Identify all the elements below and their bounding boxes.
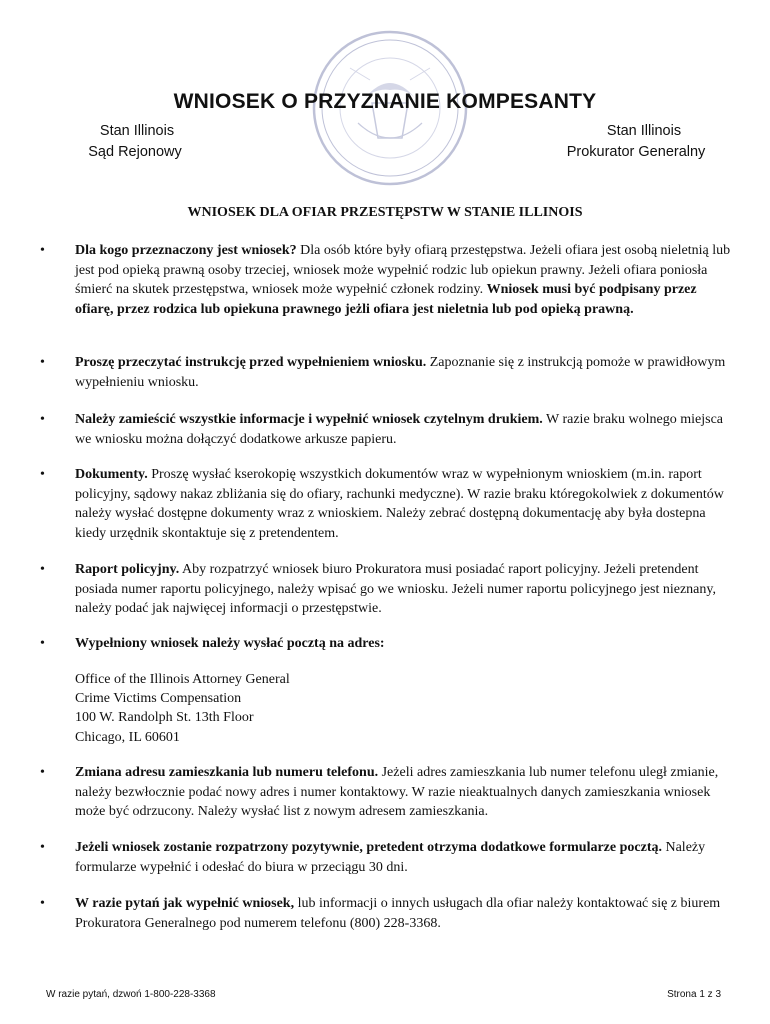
item-lead: Wypełniony wniosek należy wysłać pocztą na adres: (75, 636, 385, 651)
bullet-icon: • (40, 562, 45, 577)
bullet-icon: • (40, 412, 45, 427)
item-lead: Zmiana adresu zamieszkania lub numeru telefonu. (75, 765, 379, 780)
list-item (75, 241, 735, 319)
header-left-line2: Sąd Rejonowy (88, 144, 182, 160)
list-item (75, 894, 735, 933)
list-item (75, 560, 735, 619)
list-item (75, 410, 735, 449)
bullet-icon: • (40, 896, 45, 911)
list-item (75, 838, 735, 877)
list-item (75, 634, 735, 654)
item-lead: W razie pytań jak wypełnić wniosek, (75, 896, 295, 911)
item-trailing-bold: Wniosek musi być podpisany przez ofiarę, przez rodzica lub opiekuna prawnego jeżli ofiara jest nieletnia lub pod opieką prawną. (75, 282, 697, 317)
address-line: 100 W. Randolph St. 13th Floor (75, 710, 254, 726)
address-line: Crime Victims Compensation (75, 691, 242, 707)
item-lead: Dokumenty. (75, 467, 148, 482)
footer-phone: W razie pytań, dzwoń 1-800-228-3368 (46, 989, 216, 1000)
item-lead: Należy zamieścić wszystkie informacje i wypełnić wniosek czytelnym drukiem. (75, 412, 543, 427)
page-number: Strona 1 z 3 (667, 989, 721, 1000)
address-line: Office of the Illinois Attorney General (75, 672, 290, 687)
bullet-icon: • (40, 840, 45, 855)
list-item (75, 465, 735, 543)
document-subtitle: WNIOSEK DLA OFIAR PRZESTĘPSTW W STANIE ILLINOIS (187, 205, 583, 220)
bullet-icon: • (40, 636, 45, 651)
bullet-icon: • (40, 467, 45, 482)
item-text: Aby rozpatrzyć wniosek biuro Prokuratora musi posiadać raport policyjny. Jeżeli pretendent posiada numer raportu policyjnego, należy wpisać go we wniosku. Jeżeli numer raportu policyjnego jest nieznany, należy podać jak najwięcej informacji o przestępstwie. (75, 562, 716, 617)
bullet-icon: • (40, 355, 45, 370)
item-lead: Proszę przeczytać instrukcję przed wypełnieniem wniosku. (75, 355, 427, 370)
item-text: Należy formularze wypełnić i odesłać do biura w przeciągu 30 dni. (75, 840, 706, 875)
header-left (80, 121, 190, 163)
header-left-line1: Stan Illinois (99, 123, 175, 139)
list-item (75, 763, 735, 822)
item-text: Jeżeli adres zamieszkania lub numer telefonu uległ zmianie, należy bezwłocznie podać nowy adres i numer kontaktowy. W razie nieaktualnych danych zamieszkania wniosek może być odrzucony. Należy wysłać list z nowym adresem zamieszkania. (75, 765, 719, 820)
header-right-line1: Stan Illinois (606, 123, 682, 139)
list-item (75, 353, 735, 392)
address-line: Chicago, IL 60601 (75, 729, 180, 745)
document-title: WNIOSEK O PRZYZNANIE KOMPESANTY (173, 90, 597, 113)
bullet-icon: • (40, 765, 45, 780)
bullet-icon: • (40, 243, 45, 258)
item-text: Dla osób które były ofiarą przestępstwa. Jeżeli ofiara jest osobą nieletnią lub jest pod opieką prawną osoby trzeciej, wniosek może wypełnić rodzic lub opiekun prawny. Jeżeli ofiara poniosła śmierć na skutek przestępstwa, wniosek może wypełnić członek rodziny. (75, 243, 731, 298)
mailing-address (75, 670, 475, 747)
item-lead: Dla kogo przeznaczony jest wniosek? (75, 243, 297, 258)
item-text: lub informacji o innych usługach dla ofiar należy kontaktować się z biurem Prokuratora Generalnego pod numerem telefonu (800) 228-3368. (75, 896, 721, 931)
item-lead: Jeżeli wniosek zostanie rozpatrzony pozytywnie, pretedent otrzyma dodatkowe formularze pocztą. (75, 840, 662, 855)
item-lead: Raport policyjny. (75, 562, 180, 577)
item-text: W razie braku wolnego miejsca we wniosku można dołączyć dodatkowe arkusze papieru. (75, 412, 724, 447)
item-text: Zapoznanie się z instrukcją pomoże w prawidłowym wypełnieniu wniosku. (75, 355, 726, 390)
item-text: Proszę wysłać kserokopię wszystkich dokumentów wraz w wypełnionym wnioskiem (m.in. raport policyjny, sądowy nakaz zbliżania się do ofiary, rachunki medyczne). W razie braku któregokolwiek z dokumentów należy wysłać dostępne dokumenty wraz z wnioskiem. Należy zebrać dostępną dokumentację aby była dostepna kiedy urzędnik skontaktuje się z pretendentem. (75, 467, 724, 541)
header-right-line2: Prokurator Generalny (566, 144, 706, 160)
header-right (551, 121, 721, 163)
